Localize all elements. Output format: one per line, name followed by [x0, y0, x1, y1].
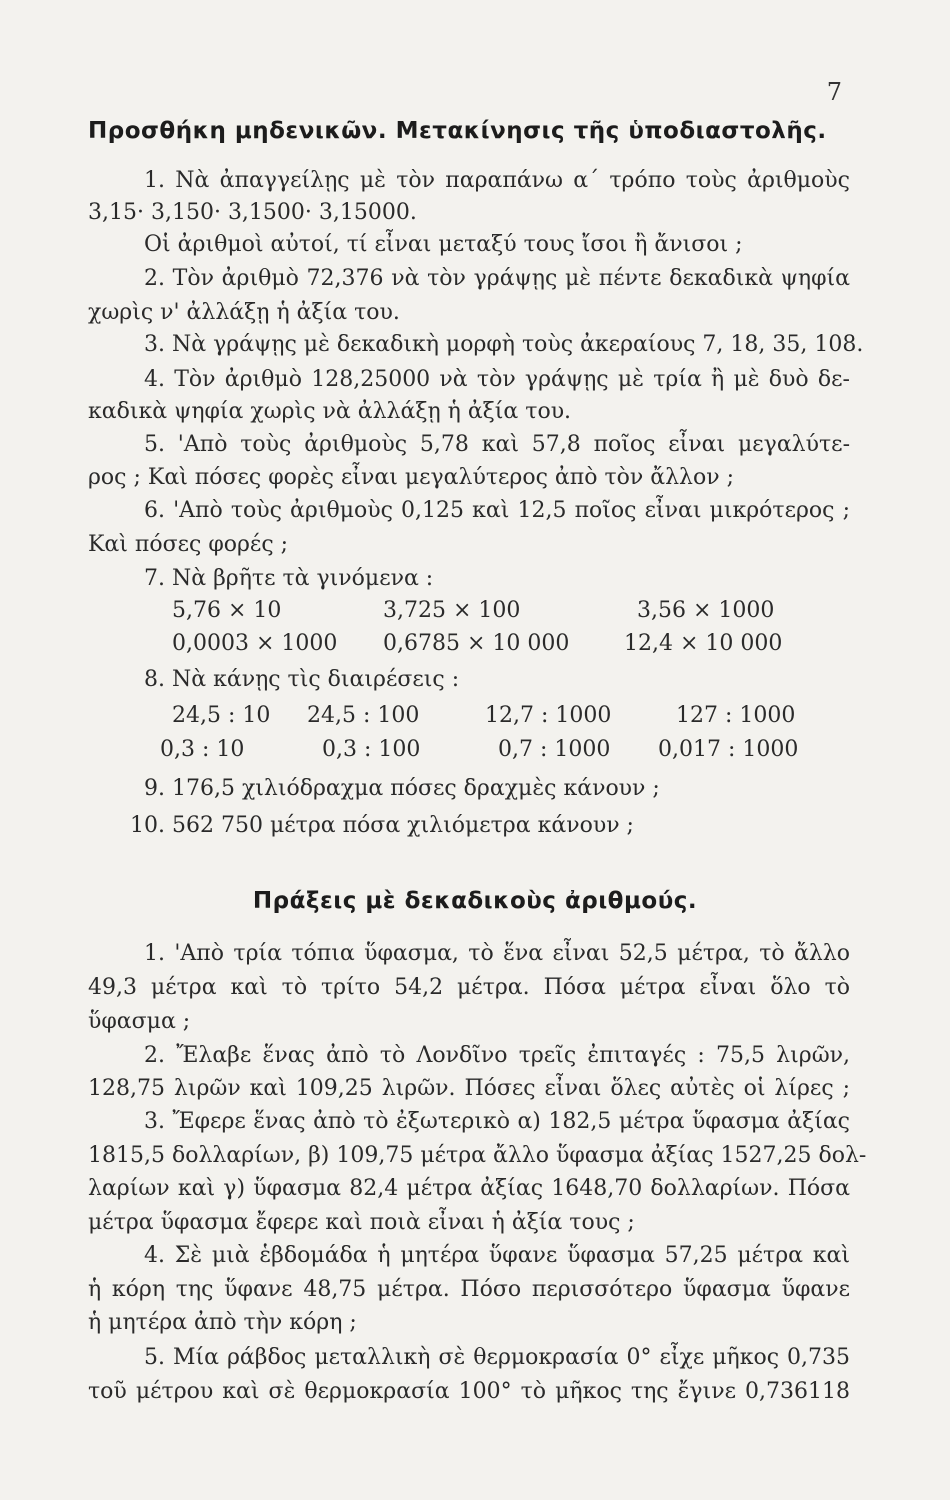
text-line: τοῦ μέτρου καὶ σὲ θερμοκρασία 100° τὸ μῆκος της ἔγινε 0,736118: [88, 1379, 850, 1404]
division-expression: 0,3 : 10: [160, 737, 245, 762]
product-expression: 0,0003 × 1000: [172, 631, 338, 656]
text-line: 1. 'Απὸ τρία τόπια ὕφασμα, τὸ ἕνα εἶναι 52,5 μέτρα, τὸ ἄλλο: [144, 941, 850, 966]
division-expression: 0,3 : 100: [322, 737, 421, 762]
text-line: 1. Νὰ ἀπαγγείλῃς μὲ τὸν παραπάνω α΄ τρόπο τοὺς ἀριθμοὺς: [144, 168, 850, 193]
text-line: 128,75 λιρῶν καὶ 109,25 λιρῶν. Πόσες εἶναι ὅλες αὐτὲς οἱ λίρες ;: [88, 1076, 850, 1101]
text-line: 5. Μία ράβδος μεταλλικὴ σὲ θερμοκρασία 0° εἶχε μῆκος 0,735: [144, 1345, 850, 1370]
text-line: 10. 562 750 μέτρα πόσα χιλιόμετρα κάνουν ;: [130, 813, 634, 838]
text-line: χωρὶς ν' ἀλλάξῃ ἡ ἀξία του.: [88, 300, 400, 325]
text-line: 2. Τὸν ἀριθμὸ 72,376 νὰ τὸν γράψῃς μὲ πέντε δεκαδικὰ ψηφία: [144, 266, 850, 291]
division-expression: 12,7 : 1000: [485, 703, 612, 728]
division-expression: 0,7 : 1000: [498, 737, 611, 762]
text-line: 7. Νὰ βρῆτε τὰ γινόμενα :: [144, 566, 434, 591]
text-line: 8. Νὰ κάνῃς τὶς διαιρέσεις :: [144, 667, 460, 692]
text-line: 2. Ἔλαβε ἕνας ἀπὸ τὸ Λονδῖνο τρεῖς ἐπιταγές : 75,5 λιρῶν,: [144, 1043, 850, 1068]
division-expression: 24,5 : 10: [172, 703, 271, 728]
text-line: 49,3 μέτρα καὶ τὸ τρίτο 54,2 μέτρα. Πόσα μέτρα εἶναι ὅλο τὸ: [88, 975, 850, 1000]
product-expression: 3,725 × 100: [383, 598, 521, 623]
division-expression: 0,017 : 1000: [658, 737, 799, 762]
text-line: 4. Σὲ μιὰ ἑβδομάδα ἡ μητέρα ὕφανε ὕφασμα 57,25 μέτρα καὶ: [144, 1243, 850, 1268]
section-heading-zeros: Προσθήκη μηδενικῶν. Μετακίνησις τῆς ὑποδιαστολῆς.: [88, 118, 827, 144]
text-line: λαρίων καὶ γ) ὕφασμα 82,4 μέτρα ἀξίας 1648,70 δολλαρίων. Πόσα: [88, 1176, 850, 1201]
text-line: 3,15· 3,150· 3,1500· 3,15000.: [88, 200, 417, 225]
text-line: ὕφασμα ;: [88, 1009, 191, 1034]
section-heading-decimals: Πράξεις μὲ δεκαδικοὺς ἀριθμούς.: [252, 888, 698, 914]
product-expression: 5,76 × 10: [172, 598, 282, 623]
text-line: καδικὰ ψηφία χωρὶς νὰ ἀλλάξῃ ἡ ἀξία του.: [88, 399, 572, 424]
text-line: ρος ; Καὶ πόσες φορὲς εἶναι μεγαλύτερος ἀπὸ τὸν ἄλλον ;: [88, 465, 735, 490]
text-line: 1815,5 δολλαρίων, β) 109,75 μέτρα ἄλλο ὕφασμα ἀξίας 1527,25 δολ-: [88, 1143, 867, 1168]
product-expression: 0,6785 × 10 000: [383, 631, 570, 656]
text-line: 4. Τὸν ἀριθμὸ 128,25000 νὰ τὸν γράψῃς μὲ τρία ἢ μὲ δυὸ δε-: [144, 367, 850, 392]
text-line: μέτρα ὕφασμα ἔφερε καὶ ποιὰ εἶναι ἡ ἀξία τους ;: [88, 1210, 635, 1235]
division-expression: 127 : 1000: [676, 703, 796, 728]
text-line: 3. Νὰ γράψῃς μὲ δεκαδικὴ μορφὴ τοὺς ἀκεραίους 7, 18, 35, 108.: [144, 332, 864, 357]
text-line: 5. 'Απὸ τοὺς ἀριθμοὺς 5,78 καὶ 57,8 ποῖος εἶναι μεγαλύτε-: [144, 432, 850, 457]
product-expression: 3,56 × 1000: [637, 598, 775, 623]
text-line: ἡ κόρη της ὕφανε 48,75 μέτρα. Πόσο περισσότερο ὕφασμα ὕφανε: [88, 1277, 850, 1302]
text-line: 3. Ἔφερε ἕνας ἀπὸ τὸ ἐξωτερικὸ α) 182,5 μέτρα ὕφασμα ἀξίας: [144, 1109, 850, 1134]
division-expression: 24,5 : 100: [307, 703, 420, 728]
page-number: 7: [826, 78, 842, 106]
text-line: 9. 176,5 χιλιόδραχμα πόσες δραχμὲς κάνουν ;: [144, 776, 660, 801]
text-line: 6. 'Απὸ τοὺς ἀριθμοὺς 0,125 καὶ 12,5 ποῖος εἶναι μικρότερος ;: [144, 498, 850, 523]
product-expression: 12,4 × 10 000: [624, 631, 783, 656]
text-line: ἡ μητέρα ἀπὸ τὴν κόρη ;: [88, 1310, 357, 1335]
text-line: Καὶ πόσες φορές ;: [88, 532, 289, 557]
text-line: Οἱ ἀριθμοὶ αὐτοί, τί εἶναι μεταξύ τους ἴσοι ἢ ἄνισοι ;: [144, 232, 743, 257]
